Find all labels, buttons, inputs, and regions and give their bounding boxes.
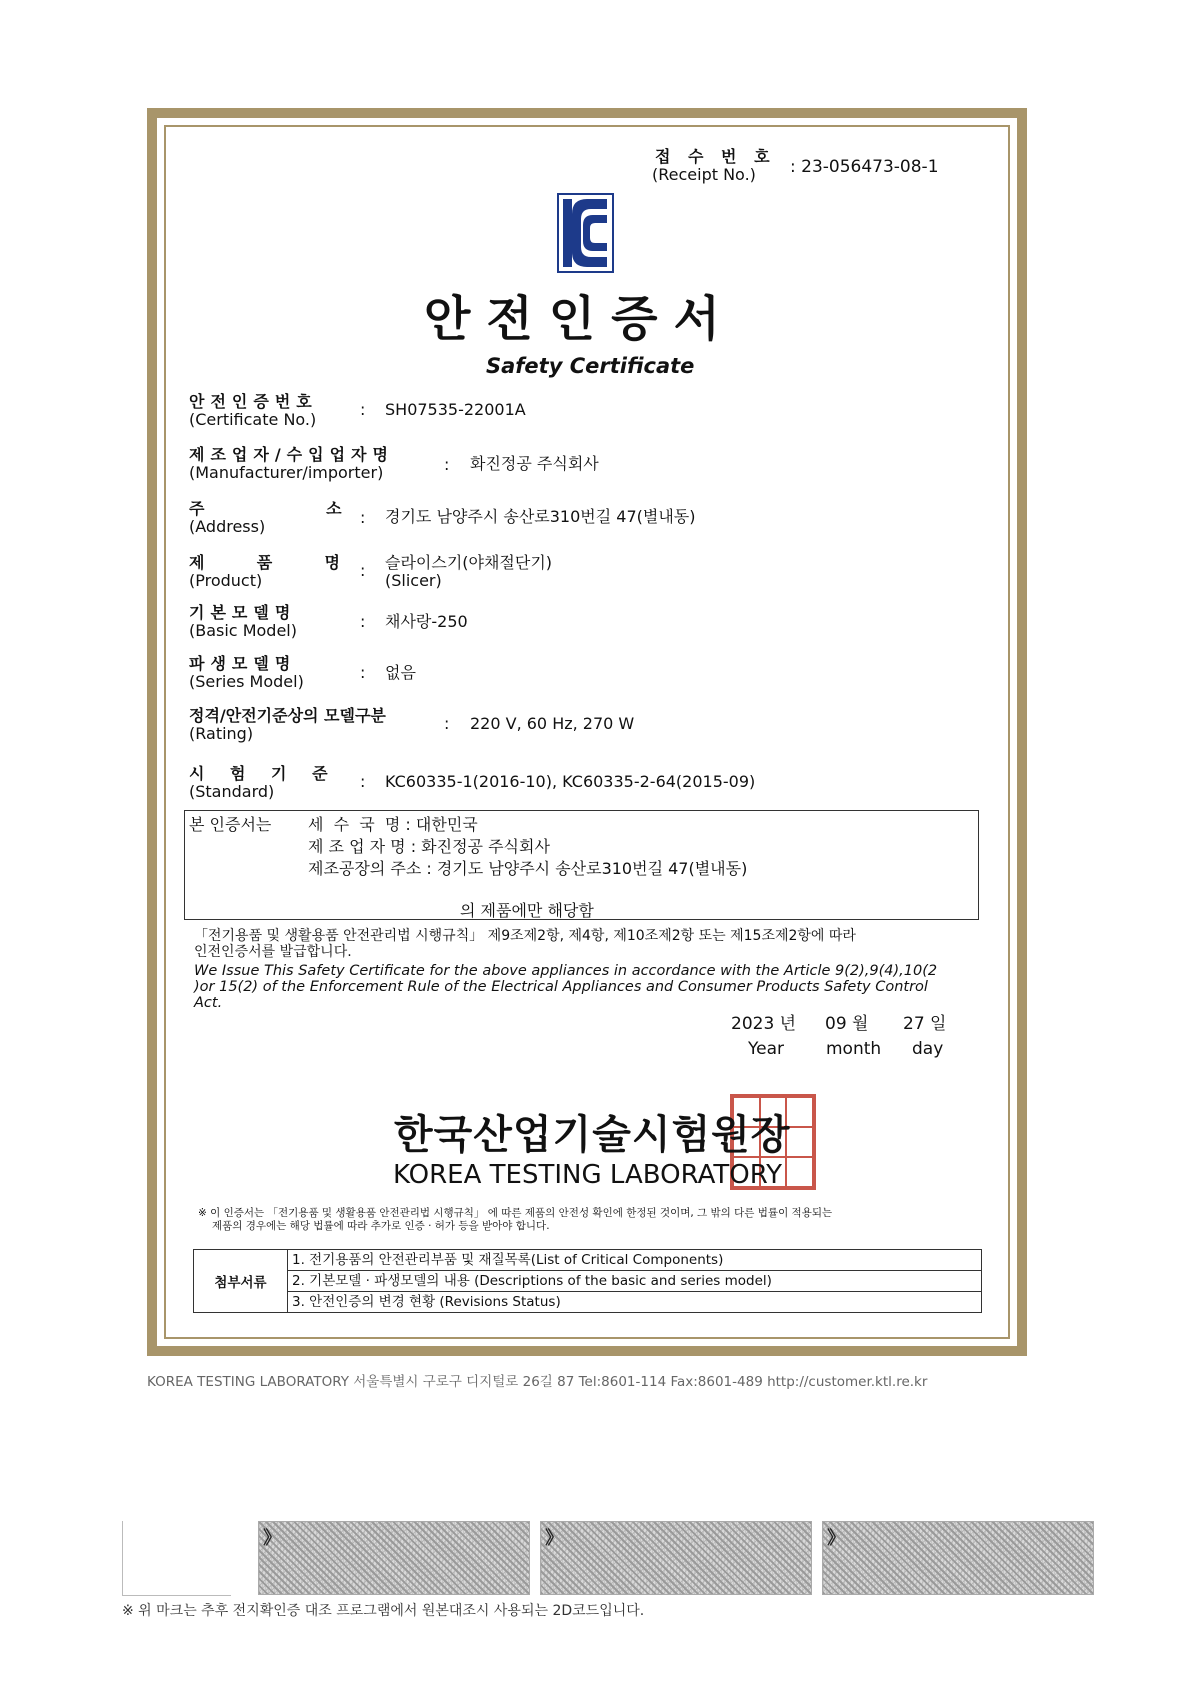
attachments-header [194,1250,288,1312]
legal-ko-line: 「전기용품 및 생활용품 안전관리법 시행규칙」 제9조제2항, 제4항, 제10조제2항 또는 제15조제2항에 따라 [194,928,856,944]
field-label-ko: 정격/안전기준상의 모델구분 [189,706,386,725]
field-label-en: (Certificate No.) [189,410,317,429]
bottom-note: ※ 위 마크는 추후 전지확인증 대조 프로그램에서 원본대조시 사용되는 2D코드입니다. [122,1603,645,1619]
field-value: KC60335-1(2016-10), KC60335-2-64(2015-09) [385,772,756,791]
scope-line-factory-address: 제조공장의 주소 : 경기도 남양주시 송산로310번길 47(별내동) [308,859,748,878]
field-value: 없음 [385,663,416,682]
field-colon: : [360,400,366,419]
scope-footer: 의 제품에만 해당함 [460,901,594,920]
date-month: 09 월 [825,1014,869,1034]
field-colon: : [360,663,366,682]
field-label-ko: 기본모델명 [189,603,297,622]
code-corner-icon: 》 [827,1528,845,1549]
field-colon: : [444,455,450,474]
issuer-name-en: KOREA TESTING LABORATORY [393,1160,782,1190]
field-label-en: (Address) [189,517,266,536]
attachment-item: 1. 전기용품의 안전관리부품 및 재질목록(List of Critical Components) [288,1250,981,1271]
date-year-en: Year [748,1039,784,1059]
field-colon: : [360,508,366,527]
field-colon: : [360,561,366,580]
legal-ko-line: 인전인증서를 발급합니다. [194,944,352,960]
scope-line-country: 세 수 국 명 : 대한민국 [308,815,478,834]
field-value: SH07535-22001A [385,400,526,419]
field-label-en: (Manufacturer/importer) [189,463,384,482]
field-value: 화진정공 주식회사 [470,454,599,473]
certificate-title-ko: 안전인증서 [424,291,736,347]
field-colon: : [360,772,366,791]
date-year: 2023 년 [731,1014,797,1034]
notice-line: 제품의 경우에는 해당 법률에 따라 추가로 인증 · 허가 등을 받아야 합니다. [212,1220,550,1232]
code-corner-icon: 》 [545,1528,563,1549]
receipt-number: : 23-056473-08-1 [790,157,939,177]
date-day: 27 일 [903,1014,947,1034]
field-colon: : [444,714,450,733]
field-value: 경기도 남양주시 송산로310번길 47(별내동) [385,507,696,526]
code-corner-icon: 》 [263,1528,281,1549]
attachments-table [193,1249,982,1313]
certificate-title-en: Safety Certificate [486,354,695,378]
attachment-item: 2. 기본모델 · 파생모델의 내용 (Descriptions of the basic and series model) [288,1271,981,1292]
field-label-en: (Basic Model) [189,621,297,640]
field-label-ko: 제 품 명 [189,553,346,572]
receipt-label-en: (Receipt No.) [652,165,756,184]
field-value: 220 V, 60 Hz, 270 W [470,714,635,733]
kc-logo [557,193,614,273]
scope-intro: 본 인증서는 [189,815,272,834]
field-label-en: (Series Model) [189,672,304,691]
legal-en-line: Act. [194,995,223,1011]
issuer-name-ko: 한국산업기술시험원장 [394,1112,791,1158]
field-value: 슬라이스기(야채절단기) [385,553,553,572]
field-label-ko: 제조업자/수입업자명 [189,445,394,464]
verification-2d-code [540,1521,812,1595]
attachment-item: 3. 안전인증의 변경 현황 (Revisions Status) [292,1294,561,1310]
field-value: 채사랑-250 [385,612,468,631]
scope-line-manufacturer: 제 조 업 자 명 : 화진정공 주식회사 [308,837,550,856]
date-day-en: day [912,1039,944,1059]
legal-en-line: We Issue This Safety Certificate for the above appliances in accordance with the Article 9(2),9(4),10(2 [194,963,938,979]
field-label-ko: 파생모델명 [189,654,297,673]
field-value-en: (Slicer) [385,571,442,590]
field-colon: : [360,612,366,631]
field-label-en: (Standard) [189,782,275,801]
field-label-ko: 주 소 [189,499,348,518]
field-label-en: (Rating) [189,724,254,743]
footer-contact-line: KOREA TESTING LABORATORY 서울특별시 구로구 디지털로 26길 87 Tel:8601-114 Fax:8601-489 http://customer.ktl.re.kr [147,1374,928,1390]
verification-2d-code [258,1521,530,1595]
field-label-ko: 시 험 기 준 [189,764,338,783]
notice-line: ※ 이 인증서는 「전기용품 및 생활용품 안전관리법 시행규칙」 에 따른 제품의 안전성 확인에 한정된 것이며, 그 밖의 다른 법률이 적용되는 [198,1207,833,1219]
code-placeholder-blank [122,1521,231,1596]
receipt-label-ko: 접 수 번 호 [655,147,776,166]
field-label-ko: 안전인증번호 [189,392,318,411]
verification-2d-code [822,1521,1094,1595]
attachments-header-label: 첨부서류 [214,1275,267,1291]
date-month-en: month [826,1039,882,1059]
legal-en-line: )or 15(2) of the Enforcement Rule of the Electrical Appliances and Consumer Products Safety Control [194,979,928,995]
field-label-en: (Product) [189,571,263,590]
